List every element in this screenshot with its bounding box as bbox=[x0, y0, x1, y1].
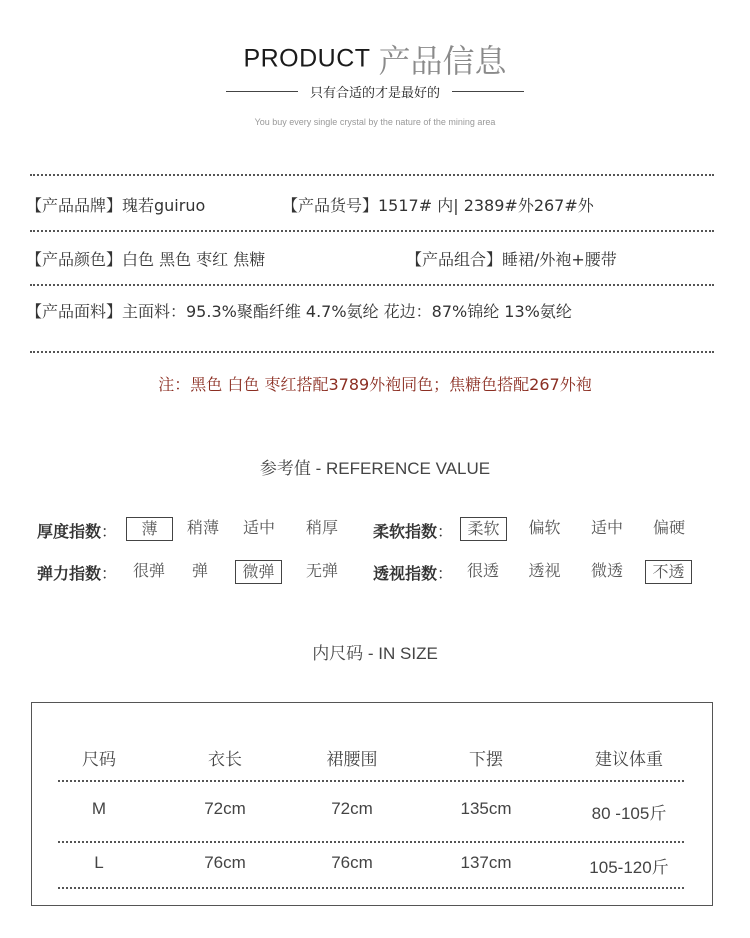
divider-left bbox=[226, 91, 298, 92]
cell-hem: 137cm bbox=[460, 853, 512, 872]
size-table bbox=[31, 702, 713, 906]
softness-label bbox=[373, 519, 453, 542]
brand-row: 【产品品牌】瑰若guiruo bbox=[26, 196, 206, 215]
transparency-colon: ： bbox=[437, 564, 454, 583]
cell-size: L bbox=[94, 853, 104, 872]
thickness-option-thin: 薄 bbox=[126, 517, 173, 541]
thickness-option-medium: 适中 bbox=[242, 518, 275, 537]
size-title bbox=[0, 639, 750, 664]
size-title-cn: 内尺码 bbox=[312, 644, 364, 664]
colors-row: 【产品颜色】白色 黑色 枣红 焦糖 bbox=[26, 250, 266, 269]
elasticity-option-none: 无弹 bbox=[305, 561, 338, 580]
elasticity-colon: ： bbox=[101, 564, 118, 583]
transparency-option-opaque: 不透 bbox=[645, 560, 692, 584]
softness-option-soft: 柔软 bbox=[460, 517, 507, 541]
color-note: 注：黑色 白色 枣红搭配3789外袍同色；焦糖色搭配267外袍 bbox=[158, 375, 592, 394]
softness-label-text: 柔软指数 bbox=[373, 522, 438, 541]
cell-hem: 135cm bbox=[460, 799, 512, 818]
table-divider bbox=[58, 841, 684, 843]
softness-option-softish: 偏软 bbox=[528, 518, 561, 537]
table-divider bbox=[58, 887, 684, 889]
elasticity-option-elastic: 弹 bbox=[191, 561, 208, 580]
thickness-option-slightly-thick: 稍厚 bbox=[305, 518, 338, 537]
transparency-option-slight: 微透 bbox=[590, 561, 623, 580]
tagline: You buy every single crystal by the nature of the mining area bbox=[254, 117, 496, 127]
reference-title-cn: 参考值 bbox=[259, 459, 311, 479]
header-hem: 下摆 bbox=[469, 750, 503, 770]
cell-weight: 105-120斤 bbox=[589, 858, 669, 877]
dotted-divider bbox=[30, 230, 714, 232]
page-title bbox=[0, 36, 750, 82]
transparency-option-very: 很透 bbox=[466, 561, 499, 580]
header-size: 尺码 bbox=[82, 750, 116, 770]
elasticity-label bbox=[37, 561, 117, 584]
cell-size: M bbox=[91, 799, 107, 818]
item-number-row: 【产品货号】1517# 内| 2389#外267#外 bbox=[282, 196, 594, 215]
softness-colon: ： bbox=[437, 522, 454, 541]
thickness-label-text: 厚度指数 bbox=[37, 522, 102, 541]
elasticity-option-slight: 微弹 bbox=[235, 560, 282, 584]
header-waist: 裙腰围 bbox=[326, 750, 378, 770]
header-length: 衣长 bbox=[208, 750, 242, 770]
cell-waist: 72cm bbox=[331, 799, 373, 818]
dotted-divider bbox=[30, 174, 714, 176]
subtitle-text: 只有合适的才是最好的 bbox=[309, 86, 440, 101]
dotted-divider bbox=[30, 284, 714, 286]
header-weight: 建议体重 bbox=[595, 750, 663, 770]
title-english: PRODUCT bbox=[243, 44, 371, 73]
transparency-label-text: 透视指数 bbox=[373, 564, 438, 583]
cell-weight: 80 -105斤 bbox=[591, 804, 667, 823]
transparency-label bbox=[373, 561, 453, 584]
elasticity-option-very: 很弹 bbox=[132, 561, 165, 580]
dotted-divider bbox=[30, 351, 714, 353]
cell-waist: 76cm bbox=[331, 853, 373, 872]
fabric-row: 【产品面料】主面料：95.3%聚酯纤维 4.7%氨纶 花边：87%锦纶 13%氨纶 bbox=[26, 302, 572, 321]
table-divider bbox=[58, 780, 684, 782]
subtitle bbox=[0, 81, 750, 101]
cell-length: 72cm bbox=[204, 799, 246, 818]
softness-option-stiff: 偏硬 bbox=[652, 518, 685, 537]
divider-right bbox=[452, 91, 524, 92]
softness-option-medium: 适中 bbox=[590, 518, 623, 537]
size-title-en: - IN SIZE bbox=[363, 644, 438, 663]
thickness-colon: ： bbox=[101, 522, 118, 541]
cell-length: 76cm bbox=[204, 853, 246, 872]
thickness-label bbox=[37, 519, 117, 542]
elasticity-label-text: 弹力指数 bbox=[37, 564, 102, 583]
combo-row: 【产品组合】睡裙/外袍+腰带 bbox=[406, 250, 617, 269]
title-chinese: 产品信息 bbox=[378, 42, 507, 80]
transparency-option-see-through: 透视 bbox=[528, 561, 561, 580]
reference-title-en: - REFERENCE VALUE bbox=[310, 459, 491, 478]
reference-title bbox=[0, 454, 750, 479]
thickness-option-slightly-thin: 稍薄 bbox=[186, 518, 219, 537]
